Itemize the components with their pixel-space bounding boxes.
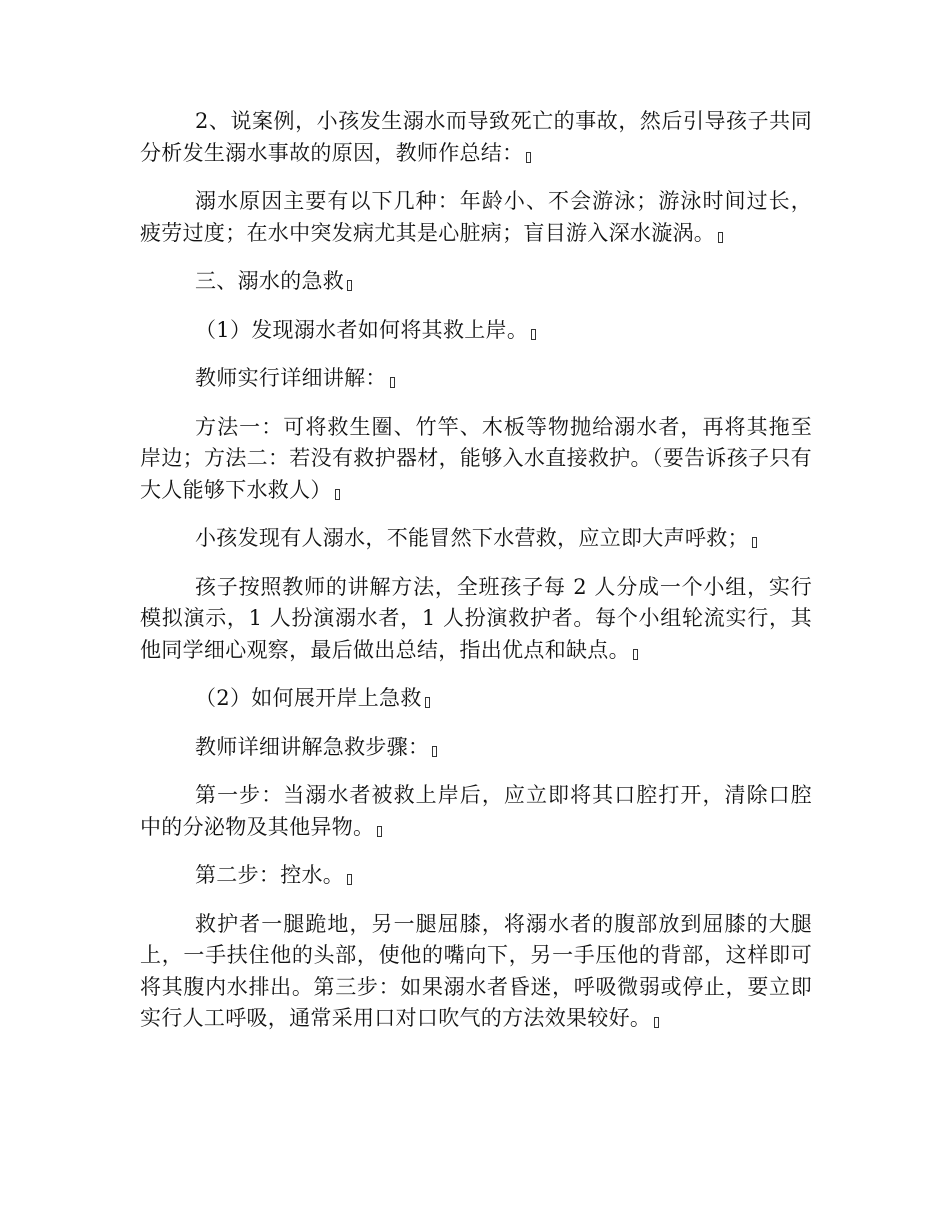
paragraph-group-simulation: 孩子按照教师的讲解方法，全班孩子每 2 人分成一个小组，实行模拟演示，1 人扮演溺水者，1 人扮演救护者。每个小组轮流实行，其他同学细心观察，最后做出总结，指出优点和缺点。 bbox=[140, 574, 812, 662]
paragraph-end-mark-icon bbox=[718, 232, 723, 243]
paragraph-drowning-causes: 溺水原因主要有以下几种：年龄小、不会游泳；游泳时间过长，疲劳过度；在水中突发病尤其是心脏病；盲目游入深水漩涡。 bbox=[140, 189, 812, 245]
paragraph-end-mark-icon bbox=[377, 826, 382, 837]
subheading-shore-first-aid: （2）如何展开岸上急救 bbox=[140, 683, 812, 715]
paragraph-end-mark-icon bbox=[633, 649, 638, 660]
document-body bbox=[140, 106, 812, 1052]
paragraph-end-mark-icon bbox=[347, 874, 352, 885]
paragraph-end-mark-icon bbox=[335, 489, 340, 500]
paragraph-case-study: 2、说案例，小孩发生溺水而导致死亡的事故，然后引导孩子共同分析发生溺水事故的原因，教师作总结： bbox=[140, 109, 812, 165]
paragraph-end-mark-icon bbox=[425, 697, 430, 708]
paragraph-call-for-help: 小孩发现有人溺水，不能冒然下水营救，应立即大声呼救； bbox=[140, 523, 812, 555]
paragraph-end-mark-icon bbox=[347, 280, 352, 291]
paragraph-teacher-explains: 教师实行详细讲解： bbox=[140, 363, 812, 395]
paragraph-end-mark-icon bbox=[390, 377, 395, 388]
paragraph-end-mark-icon bbox=[526, 152, 531, 163]
subheading-rescue-ashore: （1）发现溺水者如何将其救上岸。 bbox=[140, 315, 812, 347]
section-heading-first-aid: 三、溺水的急救 bbox=[140, 266, 812, 298]
paragraph-rescue-methods: 方法一：可将救生圈、竹竿、木板等物抛给溺水者，再将其拖至岸边；方法二：若没有救护器材，能够入水直接救护。（要告诉孩子只有大人能够下水救人） bbox=[140, 414, 812, 502]
paragraph-step-three: 救护者一腿跪地，另一腿屈膝，将溺水者的腹部放到屈膝的大腿上，一手扶住他的头部，使他的嘴向下，另一手压他的背部，这样即可将其腹内水排出。第三步：如果溺水者昏迷，呼吸微弱或停止，要立即实行人工呼吸，通常采用口对口吹气的方法效果较好。 bbox=[140, 911, 812, 1030]
paragraph-end-mark-icon bbox=[432, 746, 437, 757]
paragraph-step-two: 第二步：控水。 bbox=[140, 860, 812, 892]
paragraph-end-mark-icon bbox=[531, 329, 536, 340]
paragraph-first-aid-steps: 教师详细讲解急救步骤： bbox=[140, 732, 812, 764]
paragraph-end-mark-icon bbox=[752, 537, 757, 548]
paragraph-step-one: 第一步：当溺水者被救上岸后，应立即将其口腔打开，清除口腔中的分泌物及其他异物。 bbox=[140, 783, 812, 839]
paragraph-end-mark-icon bbox=[654, 1017, 659, 1028]
